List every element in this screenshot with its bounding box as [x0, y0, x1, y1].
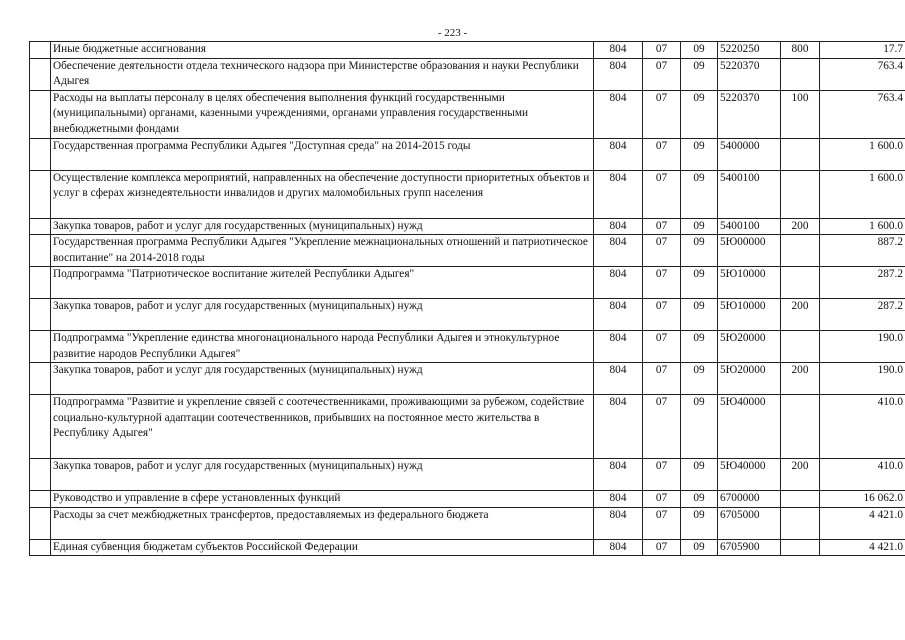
expense-name-cell: Обеспечение деятельности отдела технического надзора при Министерстве образования и науки Республики Адыгея — [51, 58, 594, 90]
section-code-cell: 07 — [643, 395, 681, 459]
subsection-code-cell: 09 — [681, 138, 718, 170]
table-row — [30, 58, 905, 90]
table-row — [30, 539, 905, 556]
section-code-cell: 07 — [643, 299, 681, 331]
expense-name-cell: Единая субвенция бюджетам субъектов Российской Федерации — [51, 539, 594, 556]
expense-name-cell: Закупка товаров, работ и услуг для государственных (муниципальных) нужд — [51, 459, 594, 491]
table-row — [30, 42, 905, 59]
table-row — [30, 267, 905, 299]
subsection-code-cell: 09 — [681, 42, 718, 59]
amount-cell: 410.0 — [820, 459, 905, 491]
target-item-code-cell: 5Ю40000 — [718, 395, 781, 459]
department-code-cell: 804 — [594, 235, 643, 267]
department-code-cell: 804 — [594, 491, 643, 508]
section-code-cell: 07 — [643, 459, 681, 491]
section-code-cell: 07 — [643, 267, 681, 299]
expense-type-code-cell — [781, 267, 820, 299]
table-row — [30, 507, 905, 539]
section-code-cell: 07 — [643, 218, 681, 235]
expense-type-code-cell: 200 — [781, 299, 820, 331]
row-marker-cell — [30, 170, 51, 218]
amount-cell: 1 600.0 — [820, 218, 905, 235]
budget-table — [29, 41, 905, 556]
expense-type-code-cell — [781, 138, 820, 170]
target-item-code-cell: 5220370 — [718, 90, 781, 138]
expense-type-code-cell: 200 — [781, 459, 820, 491]
department-code-cell: 804 — [594, 299, 643, 331]
table-row — [30, 90, 905, 138]
amount-cell: 410.0 — [820, 395, 905, 459]
section-code-cell: 07 — [643, 42, 681, 59]
expense-name-cell: Государственная программа Республики Адыгея "Доступная среда" на 2014-2015 годы — [51, 138, 594, 170]
row-marker-cell — [30, 459, 51, 491]
section-code-cell: 07 — [643, 235, 681, 267]
section-code-cell: 07 — [643, 363, 681, 395]
target-item-code-cell: 6700000 — [718, 491, 781, 508]
section-code-cell: 07 — [643, 90, 681, 138]
expense-type-code-cell: 200 — [781, 363, 820, 395]
department-code-cell: 804 — [594, 138, 643, 170]
target-item-code-cell: 5400100 — [718, 170, 781, 218]
budget-table-body — [30, 42, 905, 556]
row-marker-cell — [30, 42, 51, 59]
target-item-code-cell: 5400000 — [718, 138, 781, 170]
row-marker-cell — [30, 58, 51, 90]
amount-cell: 887.2 — [820, 235, 905, 267]
expense-type-code-cell — [781, 58, 820, 90]
target-item-code-cell: 5220250 — [718, 42, 781, 59]
row-marker-cell — [30, 267, 51, 299]
amount-cell: 4 421.0 — [820, 507, 905, 539]
table-row — [30, 138, 905, 170]
row-marker-cell — [30, 218, 51, 235]
target-item-code-cell: 5220370 — [718, 58, 781, 90]
department-code-cell: 804 — [594, 507, 643, 539]
expense-type-code-cell — [781, 170, 820, 218]
target-item-code-cell: 5Ю20000 — [718, 331, 781, 363]
subsection-code-cell: 09 — [681, 491, 718, 508]
expense-name-cell: Расходы за счет межбюджетных трансфертов, предоставляемых из федерального бюджета — [51, 507, 594, 539]
row-marker-cell — [30, 235, 51, 267]
subsection-code-cell: 09 — [681, 507, 718, 539]
department-code-cell: 804 — [594, 170, 643, 218]
target-item-code-cell: 6705900 — [718, 539, 781, 556]
subsection-code-cell: 09 — [681, 363, 718, 395]
section-code-cell: 07 — [643, 170, 681, 218]
table-row — [30, 491, 905, 508]
row-marker-cell — [30, 507, 51, 539]
table-row — [30, 170, 905, 218]
table-row — [30, 235, 905, 267]
row-marker-cell — [30, 363, 51, 395]
amount-cell: 4 421.0 — [820, 539, 905, 556]
expense-type-code-cell — [781, 539, 820, 556]
section-code-cell: 07 — [643, 539, 681, 556]
expense-name-cell: Подпрограмма "Развитие и укрепление связей с соотечественниками, проживающими за рубежом, содействие социально-культурной адаптации соотечественников, прибывших на постоянное место жительства в Республику Адыгея" — [51, 395, 594, 459]
expense-name-cell: Закупка товаров, работ и услуг для государственных (муниципальных) нужд — [51, 363, 594, 395]
expense-name-cell: Руководство и управление в сфере установленных функций — [51, 491, 594, 508]
section-code-cell: 07 — [643, 138, 681, 170]
amount-cell: 1 600.0 — [820, 170, 905, 218]
expense-name-cell: Иные бюджетные ассигнования — [51, 42, 594, 59]
row-marker-cell — [30, 299, 51, 331]
amount-cell: 287.2 — [820, 299, 905, 331]
target-item-code-cell: 5Ю20000 — [718, 363, 781, 395]
table-row — [30, 331, 905, 363]
expense-name-cell: Подпрограмма "Укрепление единства многонационального народа Республики Адыгея и этнокультурное развитие народов Республики Адыгея" — [51, 331, 594, 363]
department-code-cell: 804 — [594, 395, 643, 459]
expense-type-code-cell — [781, 507, 820, 539]
expense-type-code-cell: 100 — [781, 90, 820, 138]
department-code-cell: 804 — [594, 90, 643, 138]
department-code-cell: 804 — [594, 363, 643, 395]
amount-cell: 190.0 — [820, 363, 905, 395]
section-code-cell: 07 — [643, 491, 681, 508]
expense-type-code-cell — [781, 395, 820, 459]
department-code-cell: 804 — [594, 459, 643, 491]
row-marker-cell — [30, 90, 51, 138]
table-row — [30, 395, 905, 459]
row-marker-cell — [30, 138, 51, 170]
expense-name-cell: Государственная программа Республики Адыгея "Укрепление межнациональных отношений и патриотическое воспитание" на 2014-2018 годы — [51, 235, 594, 267]
department-code-cell: 804 — [594, 58, 643, 90]
amount-cell: 763.4 — [820, 90, 905, 138]
amount-cell: 1 600.0 — [820, 138, 905, 170]
subsection-code-cell: 09 — [681, 90, 718, 138]
row-marker-cell — [30, 539, 51, 556]
target-item-code-cell: 6705000 — [718, 507, 781, 539]
section-code-cell: 07 — [643, 58, 681, 90]
amount-cell: 763.4 — [820, 58, 905, 90]
table-row — [30, 299, 905, 331]
subsection-code-cell: 09 — [681, 395, 718, 459]
section-code-cell: 07 — [643, 331, 681, 363]
table-row — [30, 459, 905, 491]
department-code-cell: 804 — [594, 42, 643, 59]
target-item-code-cell: 5400100 — [718, 218, 781, 235]
subsection-code-cell: 09 — [681, 170, 718, 218]
department-code-cell: 804 — [594, 539, 643, 556]
expense-name-cell: Закупка товаров, работ и услуг для государственных (муниципальных) нужд — [51, 218, 594, 235]
expense-type-code-cell — [781, 235, 820, 267]
expense-type-code-cell — [781, 491, 820, 508]
target-item-code-cell: 5Ю00000 — [718, 235, 781, 267]
row-marker-cell — [30, 395, 51, 459]
expense-name-cell: Подпрограмма "Патриотическое воспитание жителей Республики Адыгея" — [51, 267, 594, 299]
subsection-code-cell: 09 — [681, 459, 718, 491]
amount-cell: 16 062.0 — [820, 491, 905, 508]
department-code-cell: 804 — [594, 267, 643, 299]
target-item-code-cell: 5Ю10000 — [718, 267, 781, 299]
section-code-cell: 07 — [643, 507, 681, 539]
table-row — [30, 218, 905, 235]
expense-type-code-cell — [781, 331, 820, 363]
subsection-code-cell: 09 — [681, 58, 718, 90]
subsection-code-cell: 09 — [681, 235, 718, 267]
amount-cell: 17.7 — [820, 42, 905, 59]
row-marker-cell — [30, 491, 51, 508]
subsection-code-cell: 09 — [681, 331, 718, 363]
expense-name-cell: Закупка товаров, работ и услуг для государственных (муниципальных) нужд — [51, 299, 594, 331]
expense-type-code-cell: 200 — [781, 218, 820, 235]
amount-cell: 287.2 — [820, 267, 905, 299]
subsection-code-cell: 09 — [681, 267, 718, 299]
expense-name-cell: Осуществление комплекса мероприятий, направленных на обеспечение доступности приоритетных объектов и услуг в сферах жизнедеятельности инвалидов и других маломобильных групп населения — [51, 170, 594, 218]
target-item-code-cell: 5Ю40000 — [718, 459, 781, 491]
subsection-code-cell: 09 — [681, 539, 718, 556]
department-code-cell: 804 — [594, 331, 643, 363]
row-marker-cell — [30, 331, 51, 363]
page-number: - 223 - — [437, 27, 468, 39]
target-item-code-cell: 5Ю10000 — [718, 299, 781, 331]
subsection-code-cell: 09 — [681, 218, 718, 235]
expense-name-cell: Расходы на выплаты персоналу в целях обеспечения выполнения функций государственными (муниципальными) органами, казенными учреждениями, органами управления государственными внебюджетными фондами — [51, 90, 594, 138]
amount-cell: 190.0 — [820, 331, 905, 363]
subsection-code-cell: 09 — [681, 299, 718, 331]
table-row — [30, 363, 905, 395]
department-code-cell: 804 — [594, 218, 643, 235]
expense-type-code-cell: 800 — [781, 42, 820, 59]
